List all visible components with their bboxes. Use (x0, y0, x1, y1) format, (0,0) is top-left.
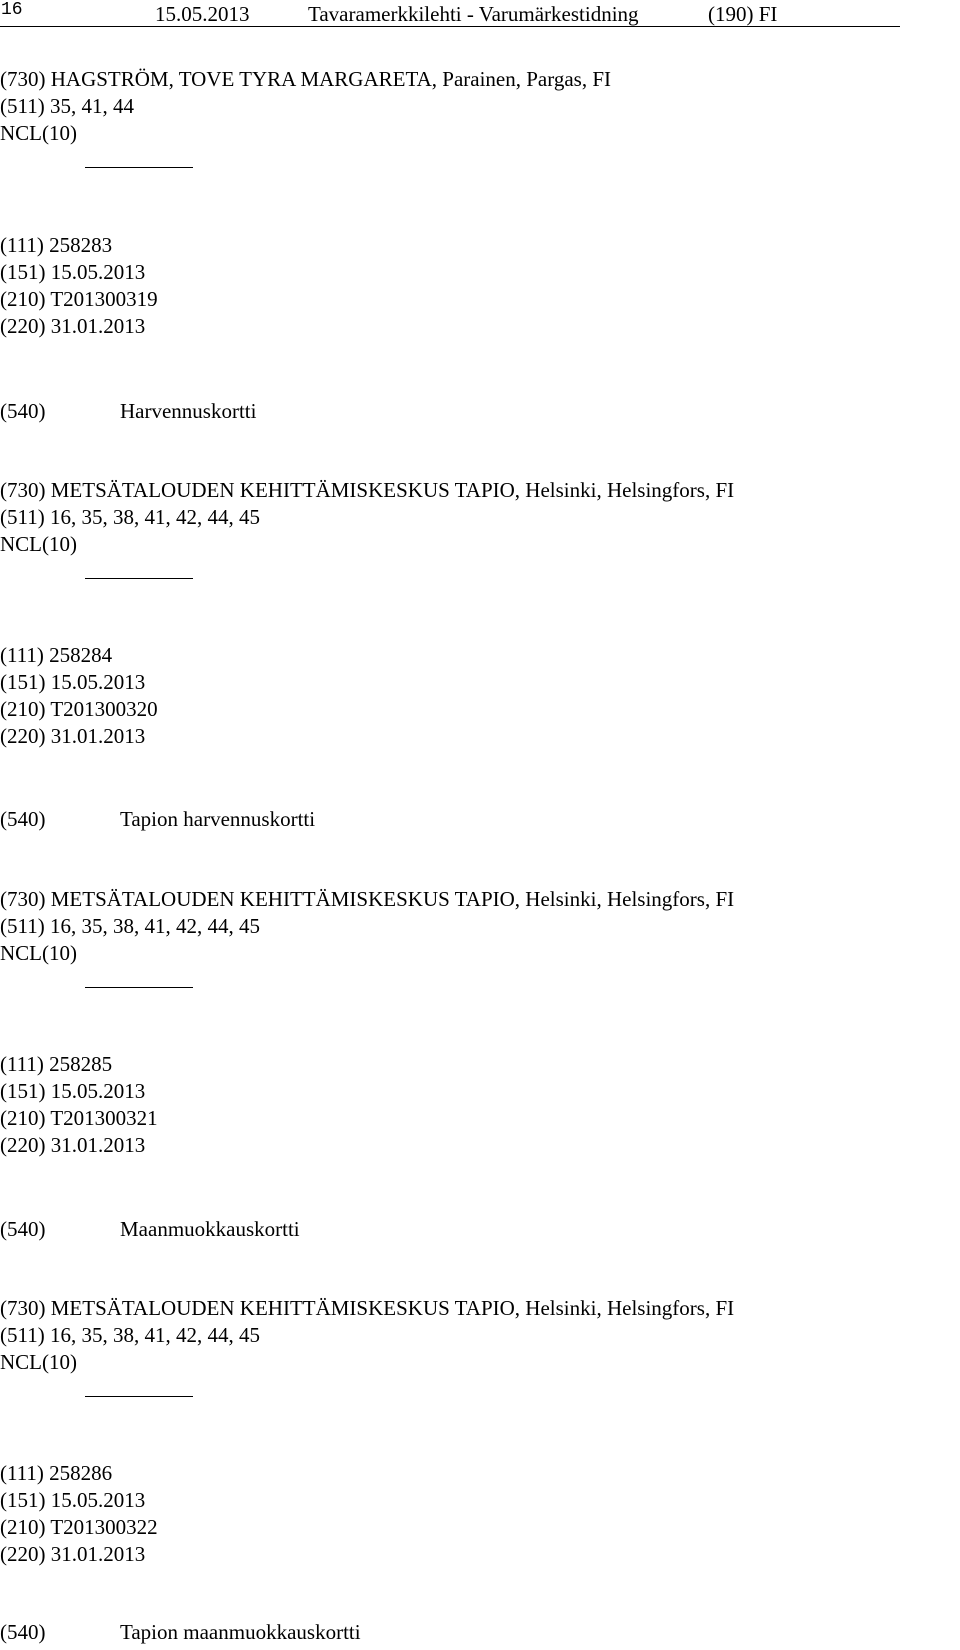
application-date: (220) 31.01.2013 (0, 1542, 146, 1566)
registration-number: (111) 258286 (0, 1461, 113, 1485)
record-divider (85, 578, 193, 579)
trademark-text: Tapion maanmuokkauskortti (120, 1620, 361, 1644)
trademark-line (0, 1619, 361, 1646)
trademark-text: Tapion harvennuskortti (120, 807, 316, 831)
trademark-text: Maanmuokkauskortti (120, 1217, 300, 1241)
mark-code: (540) (0, 1217, 46, 1241)
intro-ncl: NCL(10) (0, 121, 77, 145)
header-title: Tavaramerkkilehti - Varumärkestidning (308, 2, 639, 26)
trademark-text: Harvennuskortti (120, 399, 257, 423)
application-date: (220) 31.01.2013 (0, 724, 146, 748)
ncl-edition: NCL(10) (0, 532, 77, 556)
application-number: (210) T201300322 (0, 1515, 158, 1539)
classes: (511) 16, 35, 38, 41, 42, 44, 45 (0, 914, 260, 938)
owner: (730) METSÄTALOUDEN KEHITTÄMISKESKUS TAPIO, Helsinki, Helsingfors, FI (0, 887, 735, 911)
page-number: 16 (1, 0, 23, 20)
application-number: (210) T201300320 (0, 697, 158, 721)
registration-number: (111) 258285 (0, 1052, 113, 1076)
owner: (730) METSÄTALOUDEN KEHITTÄMISKESKUS TAPIO, Helsinki, Helsingfors, FI (0, 1296, 735, 1320)
classes: (511) 16, 35, 38, 41, 42, 44, 45 (0, 505, 260, 529)
registration-date: (151) 15.05.2013 (0, 1488, 146, 1512)
ncl-edition: NCL(10) (0, 1350, 77, 1374)
registration-date: (151) 15.05.2013 (0, 670, 146, 694)
header-date: 15.05.2013 (155, 2, 250, 26)
application-number: (210) T201300319 (0, 287, 158, 311)
mark-code: (540) (0, 1620, 46, 1644)
application-date: (220) 31.01.2013 (0, 1133, 146, 1157)
trademark-line (0, 806, 315, 833)
registration-date: (151) 15.05.2013 (0, 1079, 146, 1103)
trademark-line (0, 398, 256, 425)
mark-code: (540) (0, 399, 46, 423)
record-divider (85, 1396, 193, 1397)
owner: (730) METSÄTALOUDEN KEHITTÄMISKESKUS TAPIO, Helsinki, Helsingfors, FI (0, 478, 735, 502)
record-divider (85, 987, 193, 988)
application-date: (220) 31.01.2013 (0, 314, 146, 338)
application-number: (210) T201300321 (0, 1106, 158, 1130)
ncl-edition: NCL(10) (0, 941, 77, 965)
mark-code: (540) (0, 807, 46, 831)
trademark-line (0, 1216, 300, 1243)
classes: (511) 16, 35, 38, 41, 42, 44, 45 (0, 1323, 260, 1347)
record-divider (85, 167, 193, 168)
registration-number: (111) 258283 (0, 233, 113, 257)
header-code: (190) FI (708, 2, 778, 26)
registration-date: (151) 15.05.2013 (0, 260, 146, 284)
intro-owner: (730) HAGSTRÖM, TOVE TYRA MARGARETA, Parainen, Pargas, FI (0, 67, 612, 91)
intro-classes: (511) 35, 41, 44 (0, 94, 134, 118)
page-header (0, 0, 900, 27)
registration-number: (111) 258284 (0, 643, 113, 667)
